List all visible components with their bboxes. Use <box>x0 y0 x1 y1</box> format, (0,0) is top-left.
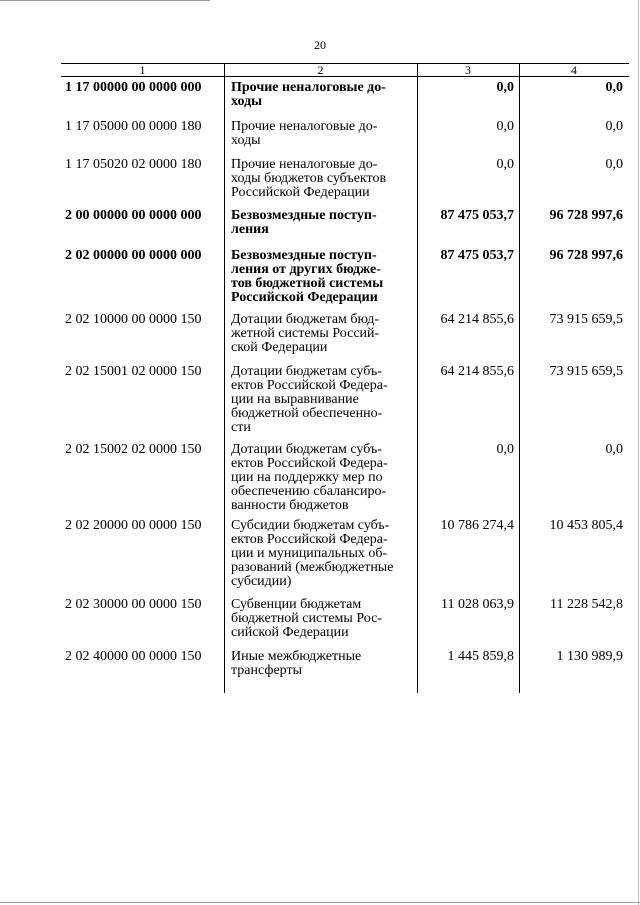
row-code: 1 17 05020 02 0000 180 <box>65 157 202 172</box>
row-value-col4: 0,0 <box>605 157 623 172</box>
row-value-col3: 64 214 855,6 <box>440 364 514 379</box>
column-divider <box>417 63 418 693</box>
row-code: 2 02 20000 00 0000 150 <box>65 518 202 533</box>
row-value-col3: 0,0 <box>496 157 514 172</box>
page-number: 20 <box>314 38 326 52</box>
row-name: Прочие неналоговые до- ходы <box>231 119 378 148</box>
row-code: 2 02 40000 00 0000 150 <box>65 649 202 664</box>
row-code: 2 02 10000 00 0000 150 <box>65 312 202 327</box>
row-value-col3: 11 028 063,9 <box>441 597 514 612</box>
column-divider <box>224 63 225 693</box>
column-header-4: 4 <box>571 63 577 77</box>
row-name: Дотации бюджетам субъ- ектов Российской Федера- ции на поддержку мер по обеспечению сбалансиро- ванности бюджетов <box>231 442 388 513</box>
row-value-col4: 0,0 <box>605 80 623 95</box>
row-value-col4: 0,0 <box>605 119 623 134</box>
row-value-col4: 73 915 659,5 <box>549 364 623 379</box>
row-code: 2 02 15001 02 0000 150 <box>65 364 202 379</box>
row-value-col4: 1 130 989,9 <box>556 649 623 664</box>
row-value-col3: 0,0 <box>496 442 514 457</box>
row-name: Субвенции бюджетам бюджетной системы Рос- сийской Федерации <box>231 597 382 640</box>
row-value-col3: 0,0 <box>496 80 514 95</box>
row-name: Безвозмездные поступ- ления от других бюдже- тов бюджетной системы Российской Федерации <box>231 248 384 305</box>
row-code: 2 02 15002 02 0000 150 <box>65 442 202 457</box>
row-name: Прочие неналоговые до- ходы <box>231 80 386 109</box>
row-value-col3: 87 475 053,7 <box>440 208 514 223</box>
row-name: Дотации бюджетам бюд- жетной системы Россий- ской Федерации <box>231 312 380 355</box>
row-name: Прочие неналоговые до- ходы бюджетов субъектов Российской Федерации <box>231 157 387 200</box>
row-value-col3: 87 475 053,7 <box>440 248 514 263</box>
scan-edge-top <box>0 0 210 1</box>
column-header-2: 2 <box>317 63 324 77</box>
row-code: 2 02 00000 00 0000 000 <box>65 248 202 263</box>
row-value-col3: 0,0 <box>496 119 514 134</box>
row-code: 1 17 05000 00 0000 180 <box>65 119 202 134</box>
row-value-col4: 10 453 805,4 <box>549 518 623 533</box>
row-value-col4: 11 228 542,8 <box>550 597 623 612</box>
row-name: Безвозмездные поступ- ления <box>231 208 377 237</box>
row-value-col4: 73 915 659,5 <box>549 312 623 327</box>
row-code: 2 00 00000 00 0000 000 <box>65 208 202 223</box>
scan-edge-bottom <box>0 902 640 903</box>
column-header-3: 3 <box>465 63 471 77</box>
row-value-col3: 10 786 274,4 <box>440 518 514 533</box>
row-value-col3: 1 445 859,8 <box>447 649 514 664</box>
scan-edge-right <box>638 0 639 905</box>
row-value-col4: 96 728 997,6 <box>549 208 623 223</box>
column-divider <box>519 63 520 693</box>
row-value-col4: 0,0 <box>605 442 623 457</box>
row-value-col3: 64 214 855,6 <box>440 312 514 327</box>
row-value-col4: 96 728 997,6 <box>549 248 623 263</box>
row-name: Дотации бюджетам субъ- ектов Российской Федера- ции на выравнивание бюджетной обеспеченно- сти <box>231 364 388 435</box>
column-header-1: 1 <box>139 63 146 77</box>
table-header <box>61 63 629 77</box>
row-code: 2 02 30000 00 0000 150 <box>65 597 202 612</box>
row-name: Субсидии бюджетам субъ- ектов Российской Федера- ции и муниципальных об- разований (межбюджетные субсидии) <box>231 518 394 589</box>
budget-table <box>61 63 629 678</box>
row-code: 1 17 00000 00 0000 000 <box>65 80 202 95</box>
row-name: Иные межбюджетные трансферты <box>231 649 362 678</box>
